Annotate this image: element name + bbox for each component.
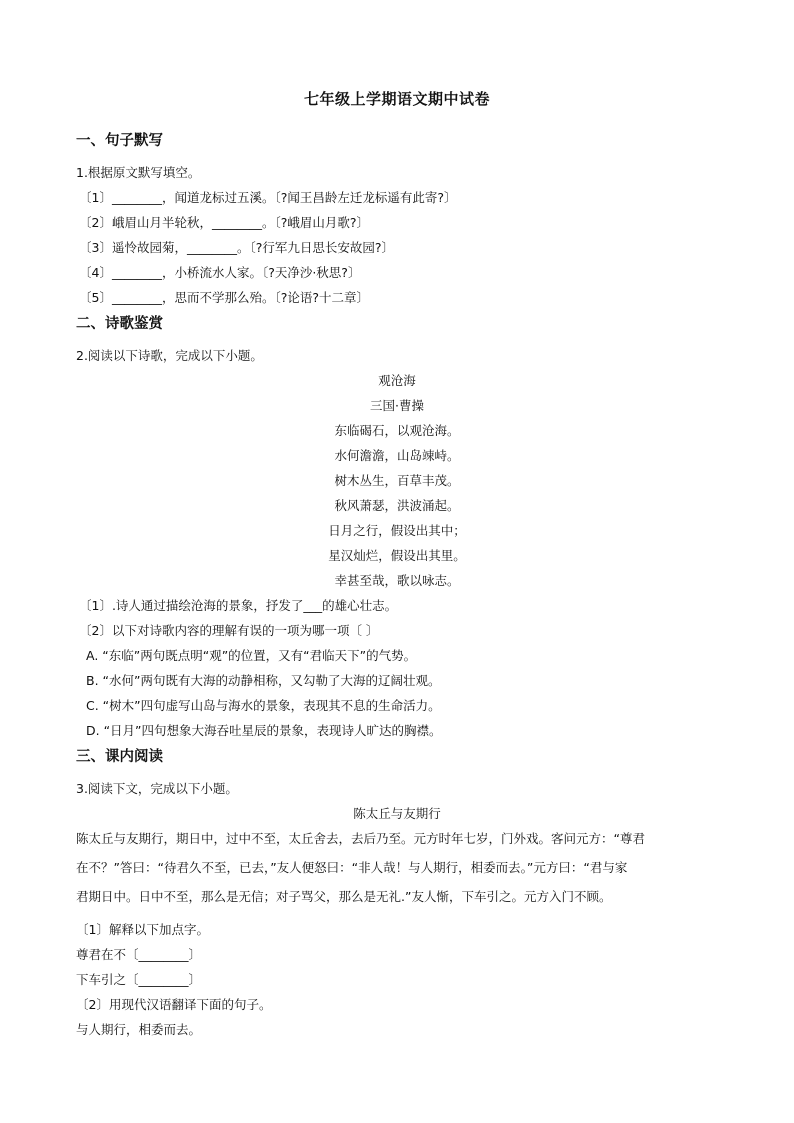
passage-line: 君期日中。日中不至，那么是无信；对子骂父，那么是无礼.”友人惭，下车引之。元方入门不顾。 bbox=[76, 889, 612, 904]
poem-author: 三国·曹操 bbox=[370, 398, 424, 413]
dictation-item-5: 〔5〕________，思而不学那么殆。〔?论语?十二章〕 bbox=[79, 290, 369, 305]
choice-option-b: B. “水何”两句既有大海的动静相称，又勾勒了大海的辽阔壮观。 bbox=[86, 673, 441, 688]
choice-option-c: C. “树木”四句虚写山岛与海水的景象，表现其不息的生命活力。 bbox=[86, 698, 441, 713]
poem-line: 树木丛生，百草丰茂。 bbox=[334, 473, 460, 488]
question-2-intro: 2.阅读以下诗歌，完成以下小题。 bbox=[76, 348, 263, 363]
section-heading-poetry: 二、诗歌鉴赏 bbox=[76, 316, 163, 332]
dictation-item-2: 〔2〕峨眉山月半轮秋，________。〔?峨眉山月歌?〕 bbox=[79, 215, 369, 230]
passage-line: 陈太丘与友期行，期日中，过中不至，太丘舍去，去后乃至。元方时年七岁，门外戏。客问元方：“尊君 bbox=[76, 831, 645, 846]
reading-task-1-blank-b: 下车引之〔________〕 bbox=[76, 972, 202, 987]
poem-line: 秋风萧瑟，洪波涌起。 bbox=[334, 498, 460, 513]
reading-task-1: 〔1〕解释以下加点字。 bbox=[76, 922, 209, 937]
poem-line: 日月之行，假设出其中； bbox=[328, 523, 466, 538]
choice-option-a: A. “东临”两句既点明“观”的位置，又有“君临天下”的气势。 bbox=[86, 648, 417, 663]
choice-option-d: D. “日月”四句想象大海吞吐星辰的景象，表现诗人旷达的胸襟。 bbox=[86, 723, 442, 738]
poetry-subquestion-1: 〔1〕.诗人通过描绘沧海的景象，抒发了___的雄心壮志。 bbox=[79, 598, 398, 613]
reading-task-2: 〔2〕用现代汉语翻译下面的句子。 bbox=[76, 997, 272, 1012]
reading-task-2-sentence: 与人期行，相委而去。 bbox=[76, 1022, 202, 1037]
dictation-item-3: 〔3〕遥怜故园菊，________。〔?行军九日思长安故园?〕 bbox=[79, 240, 394, 255]
dictation-item-4: 〔4〕________，小桥流水人家。〔?天净沙·秋思?〕 bbox=[79, 265, 361, 280]
question-1-intro: 1.根据原文默写填空。 bbox=[76, 165, 201, 180]
dictation-item-1: 〔1〕________，闻道龙标过五溪。〔?闻王昌龄左迁龙标遥有此寄?〕 bbox=[79, 190, 457, 205]
section-heading-reading: 三、课内阅读 bbox=[76, 749, 163, 765]
question-3-intro: 3.阅读下文，完成以下小题。 bbox=[76, 781, 238, 796]
poem-line: 东临碣石，以观沧海。 bbox=[334, 423, 460, 438]
section-heading-dictation: 一、句子默写 bbox=[76, 133, 163, 149]
page-title: 七年级上学期语文期中试卷 bbox=[303, 90, 490, 108]
passage-title: 陈太丘与友期行 bbox=[353, 806, 441, 821]
poem-line: 幸甚至哉，歌以咏志。 bbox=[334, 573, 460, 588]
poem-line: 星汉灿烂，假设出其里。 bbox=[328, 548, 466, 563]
poetry-subquestion-2: 〔2〕以下对诗歌内容的理解有误的一项为哪一项〔 〕 bbox=[79, 623, 379, 638]
reading-task-1-blank-a: 尊君在不〔________〕 bbox=[76, 947, 202, 962]
poem-title: 观沧海 bbox=[378, 373, 416, 388]
passage-line: 在不？”答曰：“待君久不至，已去，”友人便怒曰：“非人哉！与人期行，相委而去。”元方曰：“君与家 bbox=[76, 860, 628, 875]
poem-line: 水何澹澹，山岛竦峙。 bbox=[334, 448, 460, 463]
